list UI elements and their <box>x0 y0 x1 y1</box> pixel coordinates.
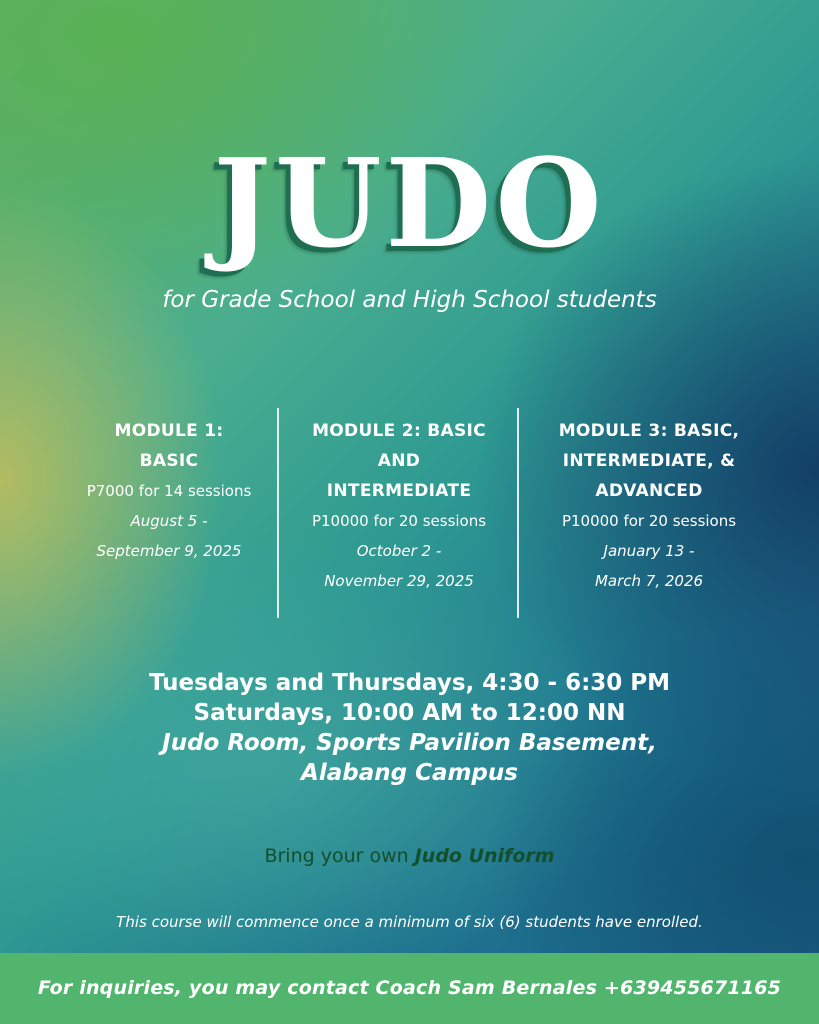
module-1-title-line-2: BASIC <box>139 451 199 471</box>
location-line-2: Alabang Campus <box>301 760 518 786</box>
enrollment-note: This course will commence once a minimum of six (6) students have enrolled. <box>116 913 703 931</box>
modules-section <box>60 408 778 618</box>
module-1-date-start: August 5 - <box>130 512 208 530</box>
module-2-title-line-3: INTERMEDIATE <box>326 481 472 501</box>
module-2-title-line-1: MODULE 2: BASIC <box>312 421 486 441</box>
location-line-1: Judo Room, Sports Pavilion Basement, <box>162 730 657 756</box>
module-2-date-start: October 2 - <box>356 542 442 560</box>
module-1-price: P7000 for 14 sessions <box>86 482 252 500</box>
poster-subtitle: for Grade School and High School students <box>162 287 657 313</box>
module-1-date-end: September 9, 2025 <box>96 542 242 560</box>
bring-prefix: Bring your own <box>264 845 415 867</box>
poster-title: JUDO <box>213 131 606 275</box>
module-1-title-line-1: MODULE 1: <box>114 421 224 441</box>
module-1 <box>60 416 278 566</box>
module-3-date-start: January 13 - <box>603 542 695 560</box>
module-2 <box>280 416 518 596</box>
module-divider-1 <box>277 408 279 618</box>
bring-item: Judo Uniform <box>414 845 555 867</box>
schedule-weekday: Tuesdays and Thursdays, 4:30 - 6:30 PM <box>148 670 671 696</box>
module-3-date-end: March 7, 2026 <box>594 572 704 590</box>
module-3-title-line-2: INTERMEDIATE, & <box>562 451 736 471</box>
module-2-date-end: November 29, 2025 <box>324 572 474 590</box>
bring-uniform-note <box>0 842 819 870</box>
module-divider-2 <box>517 408 519 618</box>
module-3-price: P10000 for 20 sessions <box>561 512 737 530</box>
module-3-title-line-3: ADVANCED <box>595 481 703 501</box>
module-3 <box>520 416 778 596</box>
module-2-title-line-2: AND <box>377 451 421 471</box>
contact-footer: For inquiries, you may contact Coach Sam Bernales +639455671165 <box>0 953 819 1024</box>
module-2-price: P10000 for 20 sessions <box>311 512 487 530</box>
module-3-title-line-1: MODULE 3: BASIC, <box>558 421 740 441</box>
schedule-saturday: Saturdays, 10:00 AM to 12:00 NN <box>193 700 626 726</box>
schedule-block <box>0 668 819 788</box>
